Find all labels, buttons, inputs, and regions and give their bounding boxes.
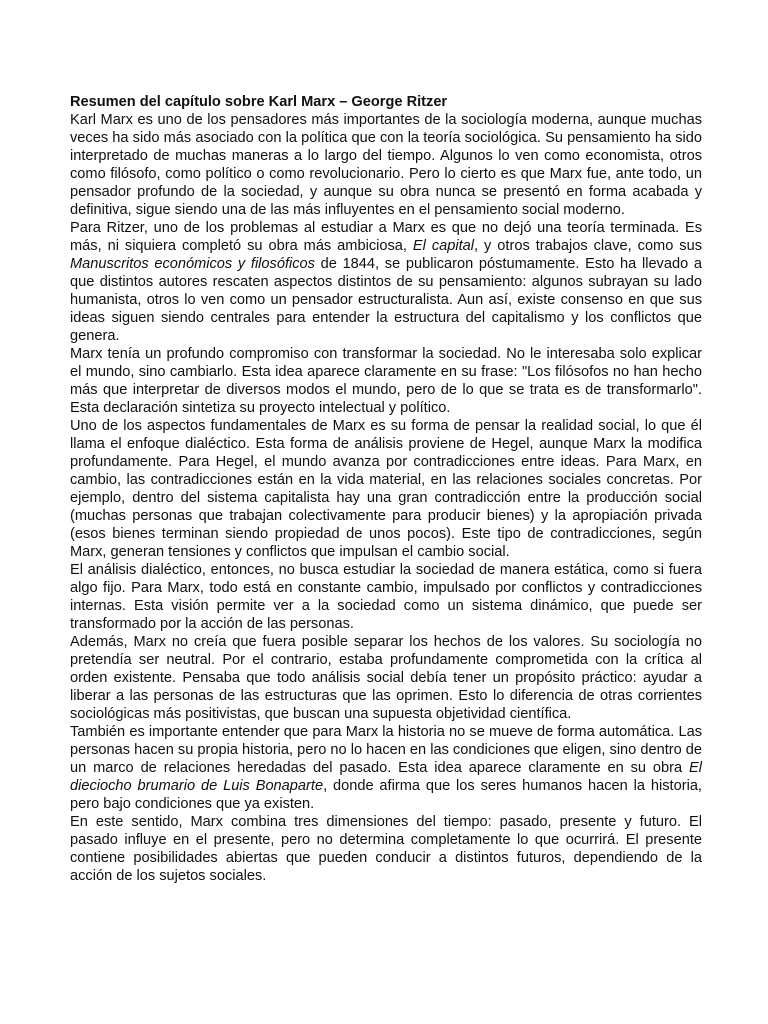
paragraph-text: Marx tenía un profundo compromiso con transformar la sociedad. No le interesaba solo explicar el mundo, sino cambiarlo. Esta idea aparece claramente en su frase: "Los filósofos no han hecho más que interpretar de diversos modos el mundo, pero de lo que se trata es de transformarlo". Esta declaración sintetiza su proyecto intelectual y político. <box>70 346 702 416</box>
paragraph-text: El análisis dialéctico, entonces, no busca estudiar la sociedad de manera estática, como si fuera algo fijo. Para Marx, todo está en constante cambio, impulsado por conflictos y contradicciones internas. Esta visión permite ver a la sociedad como un sistema dinámico, que puede ser transformado por la acción de las personas. <box>70 562 702 632</box>
paragraph <box>70 111 702 219</box>
paragraph <box>70 219 702 345</box>
paragraph-text: , donde afirma que los seres humanos hacen la historia, pero bajo condiciones que ya existen. <box>70 778 702 812</box>
paragraph-text: En este sentido, Marx combina tres dimensiones del tiempo: pasado, presente y futuro. El pasado influye en el presente, pero no determina completamente lo que ocurrirá. El presente contiene posibilidades abiertas que pueden conducir a distintos futuros, dependiendo de la acción de los sujetos sociales. <box>70 814 702 884</box>
document-page <box>70 93 702 885</box>
paragraph-italic-text: El dieciocho brumario de Luis Bonaparte <box>70 760 702 794</box>
paragraph <box>70 417 702 561</box>
paragraph <box>70 633 702 723</box>
paragraph <box>70 813 702 885</box>
paragraph-text: , y otros trabajos clave, como sus <box>474 238 702 254</box>
paragraph <box>70 723 702 813</box>
paragraph <box>70 561 702 633</box>
paragraph-italic-text: El capital <box>412 238 475 254</box>
paragraph-text: Además, Marx no creía que fuera posible separar los hechos de los valores. Su sociología no pretendía ser neutral. Por el contrario, estaba profundamente comprometida con la crítica al orden existente. Pensaba que todo análisis social debía tener un propósito práctico: ayudar a liberar a las personas de las estructuras que las oprimen. Esto lo diferencia de otras corrientes sociológicas más positivistas, que buscan una supuesta objetividad científica. <box>70 634 702 722</box>
paragraph <box>70 345 702 417</box>
paragraph-text: Karl Marx es uno de los pensadores más importantes de la sociología moderna, aunque muchas veces ha sido más asociado con la política que con la teoría sociológica. Su pensamiento ha sido interpretado de muchas maneras a lo largo del tiempo. Algunos lo ven como economista, otros como filósofo, como político o como revolucionario. Pero lo cierto es que Marx fue, ante todo, un pensador profundo de la sociedad, y aunque su obra nunca se presentó en forma acabada y definitiva, sigue siendo una de las más influyentes en el pensamiento social moderno. <box>70 112 702 218</box>
paragraph-text: También es importante entender que para Marx la historia no se mueve de forma automática. Las personas hacen su propia historia, pero no lo hacen en las condiciones que eligen, sino dentro de un marco de relaciones heredadas del pasado. Esta idea aparece claramente en su obra <box>70 724 703 776</box>
paragraph-text: de 1844, se publicaron póstumamente. Esto ha llevado a que distintos autores rescaten aspectos distintos de su pensamiento: algunos subrayan su lado humanista, otros lo ven como un pensador estructuralista. Aun así, existe consenso en que sus ideas siguen siendo centrales para entender la estructura del capitalismo y los conflictos que genera. <box>70 256 703 344</box>
document-body <box>70 111 702 885</box>
document-title: Resumen del capítulo sobre Karl Marx – George Ritzer <box>70 94 448 110</box>
paragraph-text: Uno de los aspectos fundamentales de Marx es su forma de pensar la realidad social, lo que él llama el enfoque dialéctico. Esta forma de análisis proviene de Hegel, aunque Marx la modifica profundamente. Para Hegel, el mundo avanza por contradicciones entre ideas. Para Marx, en cambio, las contradicciones están en la vida material, en las relaciones sociales concretas. Por ejemplo, dentro del sistema capitalista hay una gran contradicción entre la producción social (muchas personas que trabajan colectivamente para producir bienes) y la apropiación privada (esos bienes terminan siendo propiedad de unos pocos). Este tipo de contradicciones, según Marx, generan tensiones y conflictos que impulsan el cambio social. <box>70 418 702 560</box>
paragraph-italic-text: Manuscritos económicos y filosóficos <box>70 256 315 272</box>
paragraph-text: Para Ritzer, uno de los problemas al estudiar a Marx es que no dejó una teoría terminada. Es más, ni siquiera completó su obra más ambiciosa, <box>70 220 702 254</box>
